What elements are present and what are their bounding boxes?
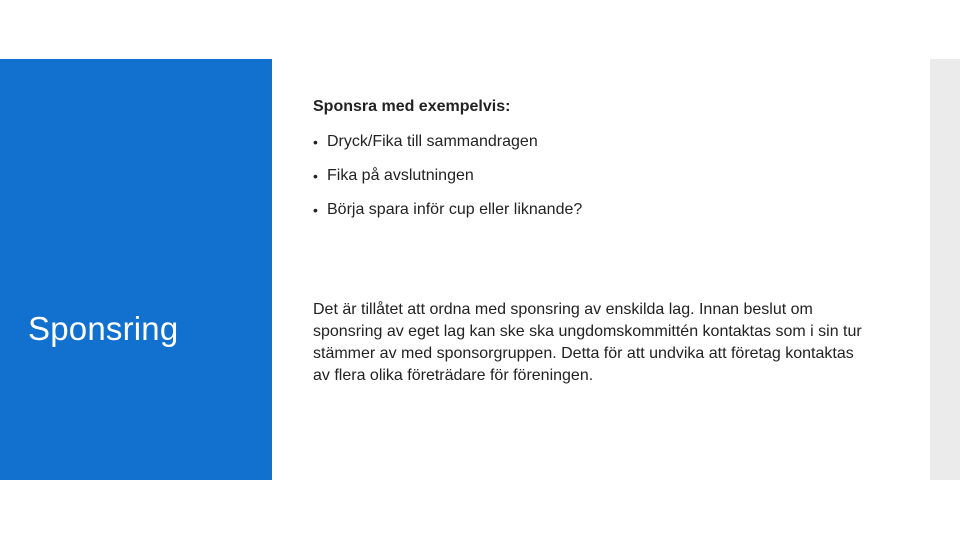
bullet-text: Dryck/Fika till sammandragen (327, 133, 538, 150)
bullet-list (313, 131, 873, 221)
bullet-icon: • (313, 134, 318, 150)
slide-title: Sponsring (28, 310, 179, 347)
bullet-item (313, 165, 873, 187)
content-area (313, 96, 873, 387)
intro-text: Sponsra med exempelvis: (313, 98, 511, 115)
side-bar (930, 59, 960, 480)
body-paragraph: Det är tillåtet att ordna med sponsring av enskilda lag. Innan beslut om sponsring av eget lag kan ske ska ungdomskommittén kontaktas som i sin tur stämmer av med sponsorgruppen. Detta för att undvika att företag kontaktas av flera olika företrädare för föreningen. (313, 301, 862, 384)
bullet-text: Börja spara inför cup eller liknande? (327, 201, 583, 218)
accent-panel (0, 59, 272, 480)
bullet-icon: • (313, 168, 318, 184)
bullet-item (313, 199, 873, 221)
bullet-item (313, 131, 873, 153)
bullet-icon: • (313, 202, 318, 218)
bullet-text: Fika på avslutningen (327, 167, 474, 184)
